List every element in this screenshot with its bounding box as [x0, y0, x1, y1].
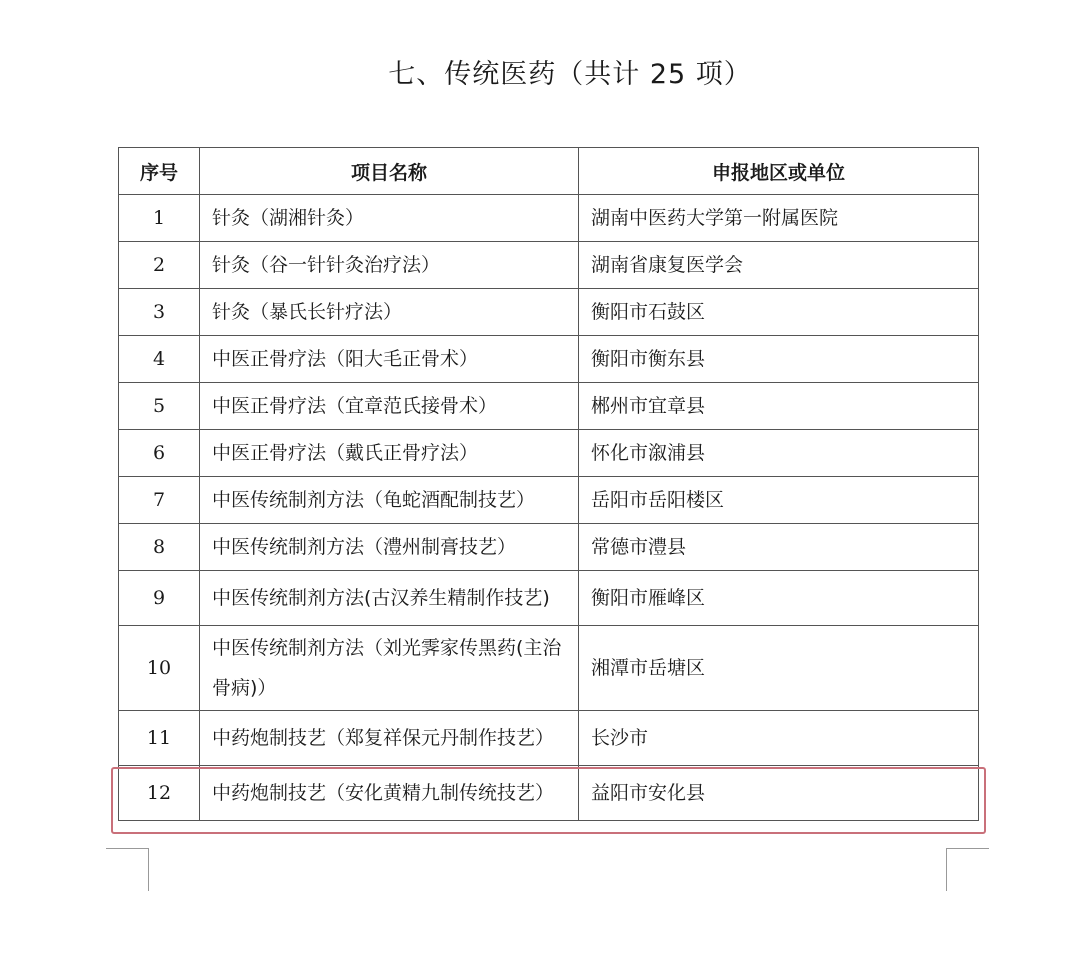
row-region: 湘潭市岳塘区	[579, 626, 979, 711]
table-row	[119, 711, 979, 766]
row-region: 衡阳市石鼓区	[579, 289, 979, 336]
row-seq: 4	[119, 336, 200, 383]
row-name: 针灸（谷一针针灸治疗法）	[200, 242, 579, 289]
row-seq: 3	[119, 289, 200, 336]
row-name: 中医传统制剂方法（刘光霁家传黑药(主治骨病)）	[200, 626, 579, 711]
row-region: 郴州市宜章县	[579, 383, 979, 430]
row-name: 中医传统制剂方法（龟蛇酒配制技艺）	[200, 477, 579, 524]
row-seq: 10	[119, 626, 200, 711]
table-row	[119, 242, 979, 289]
header-name: 项目名称	[200, 148, 579, 195]
row-name: 中药炮制技艺（安化黄精九制传统技艺）	[200, 766, 579, 821]
row-name: 中医传统制剂方法(古汉养生精制作技艺)	[200, 571, 579, 626]
row-seq: 7	[119, 477, 200, 524]
table-row	[119, 289, 979, 336]
row-region: 湖南省康复医学会	[579, 242, 979, 289]
row-name: 针灸（暴氏长针疗法）	[200, 289, 579, 336]
row-region: 湖南中医药大学第一附属医院	[579, 195, 979, 242]
row-seq: 1	[119, 195, 200, 242]
row-name: 中药炮制技艺（郑复祥保元丹制作技艺）	[200, 711, 579, 766]
table-row	[119, 571, 979, 626]
row-name: 针灸（湖湘针灸）	[200, 195, 579, 242]
row-seq: 8	[119, 524, 200, 571]
row-seq: 12	[119, 766, 200, 821]
row-name: 中医正骨疗法（宜章范氏接骨术）	[200, 383, 579, 430]
page-corner-mark-right	[946, 848, 989, 891]
row-region: 益阳市安化县	[579, 766, 979, 821]
table-row	[119, 383, 979, 430]
row-region: 长沙市	[579, 711, 979, 766]
row-seq: 9	[119, 571, 200, 626]
row-name: 中医传统制剂方法（澧州制膏技艺）	[200, 524, 579, 571]
table-row-highlighted	[119, 766, 979, 821]
row-region: 岳阳市岳阳楼区	[579, 477, 979, 524]
page-title: 七、传统医药（共计 25 项）	[388, 59, 752, 90]
row-seq: 2	[119, 242, 200, 289]
header-region: 申报地区或单位	[579, 148, 979, 195]
row-region: 怀化市溆浦县	[579, 430, 979, 477]
row-region: 衡阳市雁峰区	[579, 571, 979, 626]
row-region: 常德市澧县	[579, 524, 979, 571]
row-seq: 6	[119, 430, 200, 477]
project-table	[118, 147, 979, 821]
table-row	[119, 524, 979, 571]
table-row	[119, 336, 979, 383]
table-header-row	[119, 148, 979, 195]
page-corner-mark-left	[106, 848, 149, 891]
row-seq: 5	[119, 383, 200, 430]
table-row	[119, 626, 979, 711]
row-name: 中医正骨疗法（戴氏正骨疗法）	[200, 430, 579, 477]
header-seq: 序号	[119, 148, 200, 195]
table-row	[119, 477, 979, 524]
row-seq: 11	[119, 711, 200, 766]
row-region: 衡阳市衡东县	[579, 336, 979, 383]
table-row	[119, 430, 979, 477]
table-row	[119, 195, 979, 242]
row-name: 中医正骨疗法（阳大毛正骨术）	[200, 336, 579, 383]
